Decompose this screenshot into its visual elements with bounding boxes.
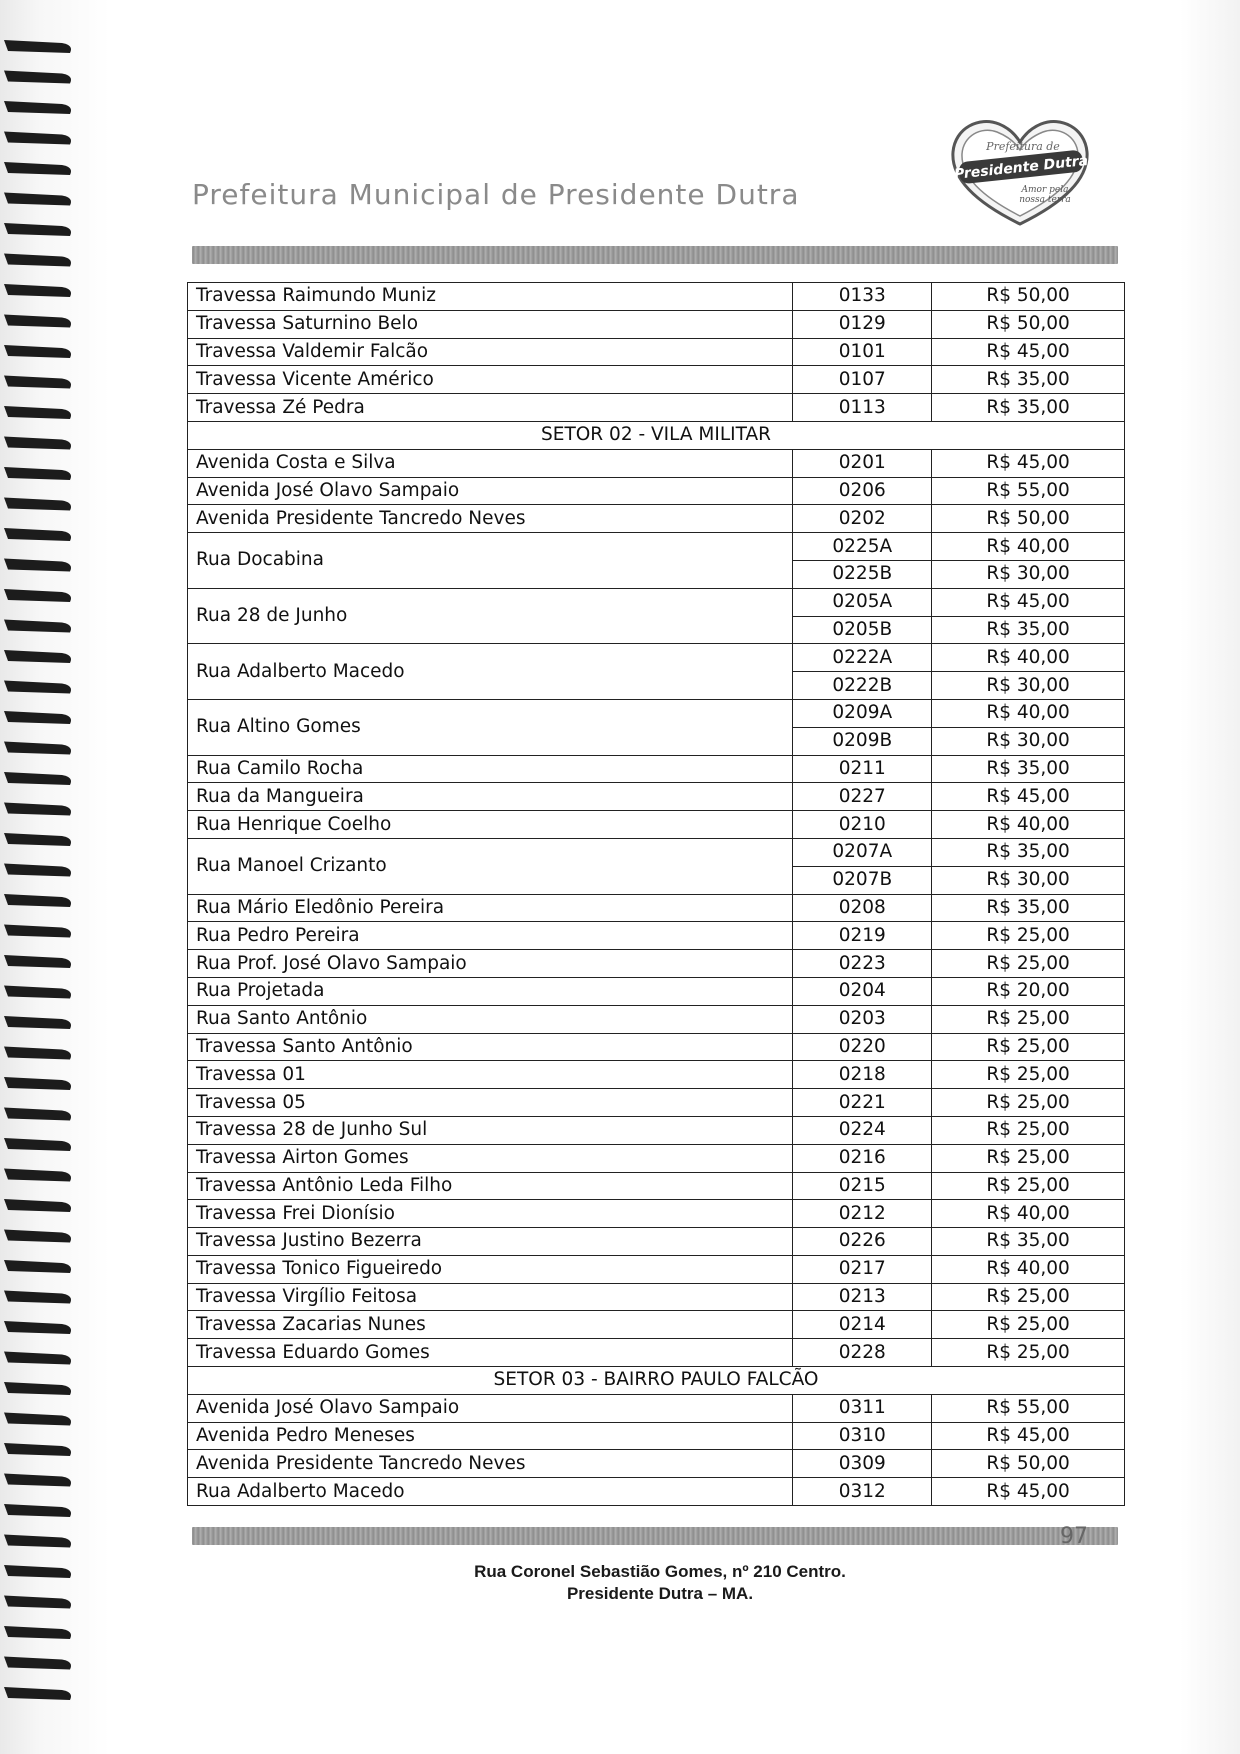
table-row [188, 394, 1125, 422]
price-cell: R$ 30,00 [932, 727, 1125, 755]
logo-line2: Presidente Dutra [953, 152, 1089, 183]
table-row [188, 1200, 1125, 1228]
binding-coil [4, 345, 71, 358]
binding-coil [4, 1199, 71, 1212]
table-row [188, 1144, 1125, 1172]
street-code-cell: 0107 [793, 366, 932, 394]
table-row [188, 588, 1125, 616]
binding-coil [4, 528, 71, 541]
street-code-cell: 0220 [793, 1033, 932, 1061]
price-cell: R$ 40,00 [932, 699, 1125, 727]
table-row [188, 366, 1125, 394]
table-row [188, 977, 1125, 1005]
street-code-cell: 0129 [793, 310, 932, 338]
table-row [188, 477, 1125, 505]
binding-coil [4, 1138, 71, 1151]
binding-coil [4, 162, 71, 175]
street-name-cell: Travessa Antônio Leda Filho [188, 1172, 793, 1200]
street-code-cell: 0222A [793, 644, 932, 672]
binding-coil [4, 620, 71, 633]
street-code-cell: 0204 [793, 977, 932, 1005]
price-cell: R$ 25,00 [932, 1311, 1125, 1339]
price-cell: R$ 25,00 [932, 1116, 1125, 1144]
street-name-cell: Rua Docabina [188, 533, 793, 589]
table-row [188, 533, 1125, 561]
binding-coil [4, 1626, 71, 1639]
footer-divider [192, 1527, 1118, 1545]
table-row [188, 505, 1125, 533]
binding-coil [4, 284, 71, 297]
table-row [188, 783, 1125, 811]
binding-coil [4, 1260, 71, 1273]
footer-address: Rua Coronel Sebastião Gomes, nº 210 Centro. [474, 1562, 846, 1581]
price-cell: R$ 40,00 [932, 1200, 1125, 1228]
binding-coil [4, 1321, 71, 1334]
binding-coil [4, 376, 71, 389]
logo-line3: Amor pela [1021, 185, 1069, 195]
table-row [188, 1478, 1125, 1506]
street-name-cell: Rua Prof. José Olavo Sampaio [188, 950, 793, 978]
street-name-cell: Travessa 28 de Junho Sul [188, 1116, 793, 1144]
price-cell: R$ 35,00 [932, 838, 1125, 866]
binding-coil [4, 650, 71, 663]
binding-coil [4, 1352, 71, 1365]
binding-coil [4, 1474, 71, 1487]
street-code-cell: 0133 [793, 283, 932, 311]
street-code-cell: 0101 [793, 338, 932, 366]
price-cell: R$ 35,00 [932, 366, 1125, 394]
price-cell: R$ 30,00 [932, 866, 1125, 894]
table-row [188, 1033, 1125, 1061]
table-row [188, 699, 1125, 727]
street-code-cell: 0211 [793, 755, 932, 783]
street-name-cell: Avenida Pedro Meneses [188, 1422, 793, 1450]
street-name-cell: Rua Projetada [188, 977, 793, 1005]
price-cell: R$ 25,00 [932, 1144, 1125, 1172]
page-title: Prefeitura Municipal de Presidente Dutra [192, 178, 800, 211]
street-name-cell: Rua Pedro Pereira [188, 922, 793, 950]
price-cell: R$ 50,00 [932, 283, 1125, 311]
binding-coil [4, 101, 71, 114]
sector-title: SETOR 03 - BAIRRO PAULO FALCÃO [188, 1367, 1125, 1395]
price-cell: R$ 40,00 [932, 644, 1125, 672]
street-code-cell: 0219 [793, 922, 932, 950]
street-code-cell: 0208 [793, 894, 932, 922]
street-name-cell: Rua Camilo Rocha [188, 755, 793, 783]
price-cell: R$ 25,00 [932, 1033, 1125, 1061]
price-cell: R$ 25,00 [932, 1339, 1125, 1367]
table-row [188, 1450, 1125, 1478]
page-number: 97 [1060, 1524, 1088, 1549]
table-row [188, 811, 1125, 839]
street-name-cell: Rua Mário Eledônio Pereira [188, 894, 793, 922]
street-code-cell: 0205B [793, 616, 932, 644]
binding-coil [4, 40, 71, 53]
price-cell: R$ 30,00 [932, 560, 1125, 588]
binding-coil [4, 925, 71, 938]
price-cell: R$ 25,00 [932, 1172, 1125, 1200]
street-name-cell: Travessa Raimundo Muniz [188, 283, 793, 311]
street-code-cell: 0223 [793, 950, 932, 978]
price-cell: R$ 45,00 [932, 588, 1125, 616]
table-row [188, 1116, 1125, 1144]
street-name-cell: Travessa Eduardo Gomes [188, 1339, 793, 1367]
street-code-cell: 0207B [793, 866, 932, 894]
binding-coil [4, 406, 71, 419]
binding-coil [4, 437, 71, 450]
table-row [188, 283, 1125, 311]
price-cell: R$ 55,00 [932, 1394, 1125, 1422]
street-name-cell: Travessa 05 [188, 1089, 793, 1117]
street-code-cell: 0226 [793, 1228, 932, 1256]
price-cell: R$ 25,00 [932, 1089, 1125, 1117]
street-name-cell: Travessa Justino Bezerra [188, 1228, 793, 1256]
street-code-cell: 0224 [793, 1116, 932, 1144]
binding-coil [4, 864, 71, 877]
street-name-cell: Avenida Presidente Tancredo Neves [188, 505, 793, 533]
street-code-cell: 0225A [793, 533, 932, 561]
table-row [188, 838, 1125, 866]
price-cell: R$ 25,00 [932, 1005, 1125, 1033]
binding-coil [4, 315, 71, 328]
street-name-cell: Rua Santo Antônio [188, 1005, 793, 1033]
binding-coil [4, 559, 71, 572]
street-code-cell: 0207A [793, 838, 932, 866]
price-cell: R$ 35,00 [932, 394, 1125, 422]
footer-city: Presidente Dutra – MA. [566, 1584, 754, 1603]
table-row [188, 644, 1125, 672]
table-row [188, 1394, 1125, 1422]
street-name-cell: Avenida Costa e Silva [188, 449, 793, 477]
street-code-cell: 0214 [793, 1311, 932, 1339]
street-name-cell: Rua Adalberto Macedo [188, 1478, 793, 1506]
street-name-cell: Travessa 01 [188, 1061, 793, 1089]
table-row [188, 449, 1125, 477]
binding-coil [4, 193, 71, 206]
binding-coil [4, 1169, 71, 1182]
binding-coil [4, 1382, 71, 1395]
street-code-cell: 0218 [793, 1061, 932, 1089]
binding-coil [4, 1443, 71, 1456]
binding-coil [4, 498, 71, 511]
street-code-cell: 0311 [793, 1394, 932, 1422]
street-name-cell: Travessa Saturnino Belo [188, 310, 793, 338]
street-name-cell: Rua Altino Gomes [188, 699, 793, 755]
table-row [188, 922, 1125, 950]
price-cell: R$ 45,00 [932, 338, 1125, 366]
binding-coil [4, 1504, 71, 1517]
street-code-cell: 0210 [793, 811, 932, 839]
binding-coil [4, 955, 71, 968]
binding-coil [4, 833, 71, 846]
sector-header-row [188, 421, 1125, 449]
street-code-cell: 0312 [793, 1478, 932, 1506]
binding-coil [4, 1413, 71, 1426]
street-name-cell: Rua Henrique Coelho [188, 811, 793, 839]
binding-coil [4, 1047, 71, 1060]
street-code-cell: 0113 [793, 394, 932, 422]
street-code-cell: 0209A [793, 699, 932, 727]
street-name-cell: Rua Manoel Crizanto [188, 838, 793, 894]
street-code-cell: 0205A [793, 588, 932, 616]
binding-coil [4, 1687, 71, 1700]
street-name-cell: Avenida José Olavo Sampaio [188, 1394, 793, 1422]
price-cell: R$ 40,00 [932, 533, 1125, 561]
price-cell: R$ 25,00 [932, 1283, 1125, 1311]
sector-title: SETOR 02 - VILA MILITAR [188, 421, 1125, 449]
binding-coil [4, 1108, 71, 1121]
price-cell: R$ 45,00 [932, 449, 1125, 477]
street-name-cell: Travessa Vicente Américo [188, 366, 793, 394]
table-row [188, 1422, 1125, 1450]
binding-coil [4, 772, 71, 785]
street-code-cell: 0212 [793, 1200, 932, 1228]
table-row [188, 894, 1125, 922]
street-code-cell: 0310 [793, 1422, 932, 1450]
binding-coil [4, 132, 71, 145]
binding-coil [4, 742, 71, 755]
street-code-cell: 0215 [793, 1172, 932, 1200]
binding-coil [4, 223, 71, 236]
street-code-cell: 0227 [793, 783, 932, 811]
binding-coil [4, 894, 71, 907]
binding-coil [4, 467, 71, 480]
table-row [188, 310, 1125, 338]
binding-coil [4, 803, 71, 816]
street-code-cell: 0222B [793, 672, 932, 700]
price-cell: R$ 20,00 [932, 977, 1125, 1005]
street-code-cell: 0213 [793, 1283, 932, 1311]
price-cell: R$ 45,00 [932, 1478, 1125, 1506]
street-code-cell: 0225B [793, 560, 932, 588]
price-cell: R$ 35,00 [932, 894, 1125, 922]
binding-coil [4, 1077, 71, 1090]
table-row [188, 1339, 1125, 1367]
binding-coil [4, 681, 71, 694]
table-row [188, 1005, 1125, 1033]
header-divider [192, 246, 1118, 264]
binding-coil [4, 254, 71, 267]
street-code-cell: 0203 [793, 1005, 932, 1033]
street-name-cell: Travessa Zacarias Nunes [188, 1311, 793, 1339]
price-cell: R$ 25,00 [932, 950, 1125, 978]
table-row [188, 338, 1125, 366]
street-name-cell: Travessa Airton Gomes [188, 1144, 793, 1172]
street-name-cell: Travessa Valdemir Falcão [188, 338, 793, 366]
table-row [188, 1089, 1125, 1117]
price-cell: R$ 25,00 [932, 1061, 1125, 1089]
price-cell: R$ 50,00 [932, 505, 1125, 533]
table-row [188, 950, 1125, 978]
binding-coil [4, 589, 71, 602]
street-name-cell: Rua 28 de Junho [188, 588, 793, 644]
street-code-cell: 0202 [793, 505, 932, 533]
table-row [188, 1172, 1125, 1200]
street-code-cell: 0309 [793, 1450, 932, 1478]
street-name-cell: Travessa Tonico Figueiredo [188, 1255, 793, 1283]
street-code-cell: 0228 [793, 1339, 932, 1367]
price-cell: R$ 25,00 [932, 922, 1125, 950]
binding-coil [4, 711, 71, 724]
table-row [188, 1061, 1125, 1089]
binding-coil [4, 1565, 71, 1578]
street-name-cell: Rua da Mangueira [188, 783, 793, 811]
logo-line4: nossa terra [1019, 195, 1071, 205]
binding-coil [4, 1596, 71, 1609]
street-price-table [187, 282, 1125, 1506]
binding-coil [4, 1657, 71, 1670]
street-name-cell: Avenida José Olavo Sampaio [188, 477, 793, 505]
price-cell: R$ 30,00 [932, 672, 1125, 700]
table-row [188, 1228, 1125, 1256]
sector-header-row [188, 1367, 1125, 1395]
street-code-cell: 0206 [793, 477, 932, 505]
street-name-cell: Travessa Frei Dionísio [188, 1200, 793, 1228]
price-cell: R$ 40,00 [932, 811, 1125, 839]
street-code-cell: 0201 [793, 449, 932, 477]
price-cell: R$ 35,00 [932, 1228, 1125, 1256]
binding-coil [4, 1016, 71, 1029]
price-cell: R$ 35,00 [932, 616, 1125, 644]
street-code-cell: 0209B [793, 727, 932, 755]
price-cell: R$ 50,00 [932, 310, 1125, 338]
prefeitura-logo [945, 112, 1095, 232]
street-code-cell: 0221 [793, 1089, 932, 1117]
street-name-cell: Travessa Santo Antônio [188, 1033, 793, 1061]
price-cell: R$ 35,00 [932, 755, 1125, 783]
price-cell: R$ 55,00 [932, 477, 1125, 505]
binding-coil [4, 1291, 71, 1304]
binding-coil [4, 1230, 71, 1243]
price-cell: R$ 50,00 [932, 1450, 1125, 1478]
binding-coil [4, 71, 71, 84]
street-name-cell: Rua Adalberto Macedo [188, 644, 793, 700]
street-code-cell: 0217 [793, 1255, 932, 1283]
street-name-cell: Avenida Presidente Tancredo Neves [188, 1450, 793, 1478]
price-cell: R$ 45,00 [932, 783, 1125, 811]
table-row [188, 755, 1125, 783]
table-row [188, 1283, 1125, 1311]
binding-coil [4, 1535, 71, 1548]
table-row [188, 1255, 1125, 1283]
street-name-cell: Travessa Zé Pedra [188, 394, 793, 422]
price-cell: R$ 40,00 [932, 1255, 1125, 1283]
table-row [188, 1311, 1125, 1339]
spiral-binding [0, 30, 90, 1730]
logo-line1: Prefeitura de [986, 140, 1060, 153]
price-cell: R$ 45,00 [932, 1422, 1125, 1450]
price-table-body [188, 283, 1125, 1506]
street-code-cell: 0216 [793, 1144, 932, 1172]
binding-coil [4, 986, 71, 999]
street-name-cell: Travessa Virgílio Feitosa [188, 1283, 793, 1311]
